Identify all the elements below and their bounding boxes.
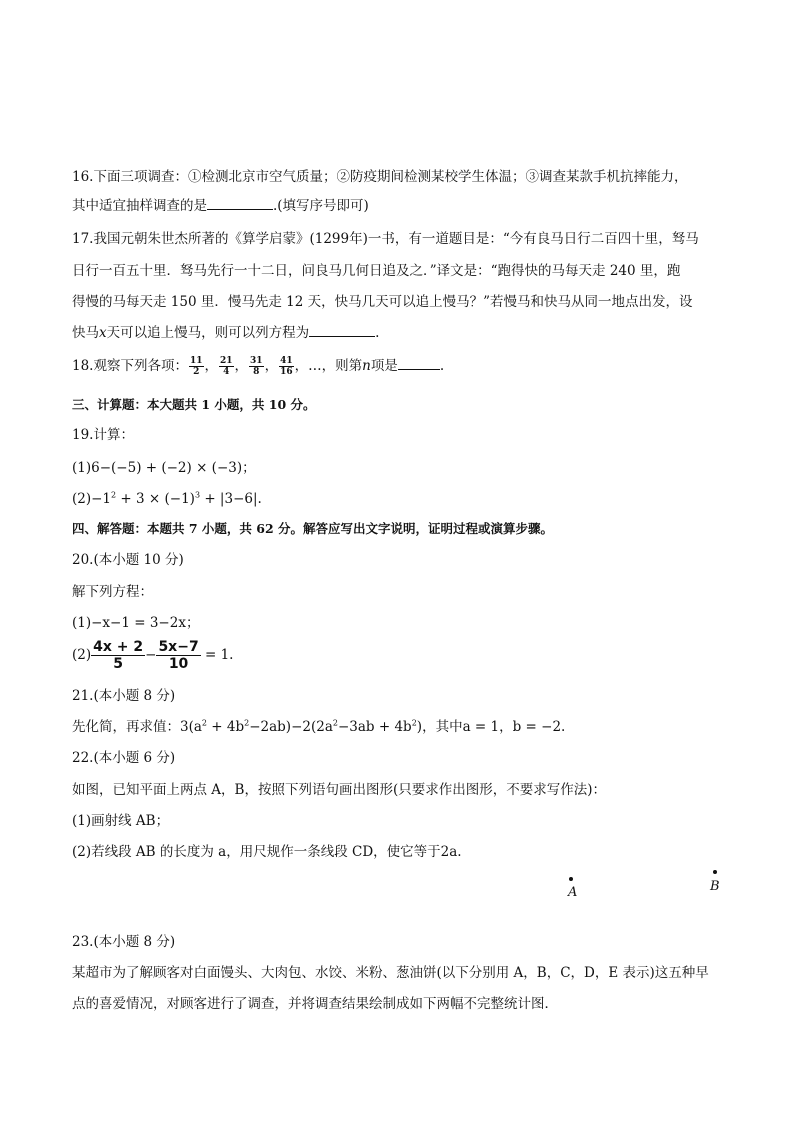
- q20-part-1: (1)−x−1 = 3−2x；: [72, 615, 200, 631]
- q17-line-4: [72, 324, 379, 342]
- q19-exp-1: 2: [111, 490, 117, 500]
- q23-line-2: 点的喜爱情况，对顾客进行了调查，并将调查结果绘制成如下两幅不完整统计图．: [72, 996, 558, 1012]
- q16-hint: .(填写序号即可): [273, 198, 369, 214]
- q18-sep: ，: [204, 358, 219, 374]
- point-a-dot: [569, 877, 573, 881]
- q19-part-2: [72, 490, 262, 508]
- frac-num: 21: [220, 356, 233, 366]
- q16-line-2: [72, 197, 369, 215]
- q21-d: −3ab + 4b: [337, 719, 412, 735]
- frac-num: 41: [280, 356, 293, 366]
- frac-num: 11: [189, 356, 203, 366]
- section-3-heading: 三、计算题：本大题共 1 小题，共 10 分。: [72, 397, 316, 412]
- q21-b: + 4b: [207, 719, 245, 735]
- frac-den: 10: [168, 656, 189, 672]
- frac-den: 4: [223, 367, 230, 377]
- frac-den: 2: [193, 367, 200, 377]
- q18-end: .: [439, 358, 445, 374]
- q18-frac-2: [219, 356, 234, 377]
- q17-text-a: 快马: [72, 325, 99, 341]
- frac-num: 31: [250, 356, 263, 366]
- q18-suffix: 项是: [370, 358, 398, 374]
- point-b-dot: [713, 870, 717, 874]
- q19-title: 19.计算：: [72, 427, 134, 443]
- answer-blank-16[interactable]: [207, 197, 273, 210]
- q20-title: 20.(本小题 10 分): [72, 552, 184, 568]
- section-4-heading: 四、解答题：本题共 7 小题，共 62 分。解答应写出文字说明，证明过程或演算步骤。: [72, 521, 554, 536]
- frac-num: 4x + 2: [93, 639, 144, 655]
- q20-frac-1: [91, 639, 145, 672]
- q18-frac-3: [249, 356, 264, 377]
- q17-line-3: 得慢的马每天走 150 里．慢马先走 12 天，快马几天可以追上慢马？”若慢马和快马从同一地点出发，设: [72, 294, 693, 310]
- q18-frac-1: [189, 356, 204, 377]
- q21-body: [72, 718, 565, 736]
- q20-frac-2: [156, 639, 200, 672]
- frac-den: 16: [280, 367, 293, 377]
- q23-title: 23.(本小题 8 分): [72, 934, 176, 950]
- q20-rhs: = 1.: [200, 647, 234, 663]
- q19-exp-2: 3: [194, 490, 201, 500]
- q19-p2-b: + 3 × (−1): [116, 491, 195, 507]
- q19-p2-c: + |3−6|.: [200, 491, 262, 507]
- q21-exp: 2: [244, 718, 250, 728]
- point-b-label: B: [710, 879, 720, 894]
- q21-exp: 2: [411, 718, 417, 728]
- q22-part-1: (1)画射线 AB；: [72, 813, 170, 829]
- q22-title: 22.(本小题 6 分): [72, 750, 176, 766]
- q21-exp: 2: [332, 718, 338, 728]
- q18-frac-4: [279, 356, 294, 377]
- q23-line-1: 某超市为了解顾客对白面馒头、大肉包、水饺、米粉、葱油饼(以下分别用 A，B，C，D，E 表示)这五种早: [72, 965, 709, 981]
- q17-text-b: 天可以追上慢马，则可以列方程为: [106, 325, 310, 341]
- frac-num: 5x−7: [158, 639, 199, 655]
- q18-sep: ，: [234, 358, 249, 374]
- q18-var: n: [362, 358, 371, 374]
- answer-blank-17[interactable]: [309, 324, 375, 337]
- q21-c: −2ab)−2(2a: [249, 719, 333, 735]
- q18-line: [72, 356, 444, 377]
- frac-den: 5: [113, 656, 123, 672]
- point-a-label: A: [568, 885, 578, 900]
- q22-intro: 如图，已知平面上两点 A，B，按照下列语句画出图形(只要求作出图形，不要求写作法)：: [72, 782, 606, 798]
- q21-title: 21.(本小题 8 分): [72, 688, 176, 704]
- q16-line-1: 16.下面三项调查：①检测北京市空气质量；②防疫期间检测某校学生体温；③调查某款手机抗摔能力，: [72, 169, 688, 185]
- q20-part-2: [72, 639, 233, 672]
- q17-line-2: 日行一百五十里．驽马先行一十二日，问良马几何日追及之．”译文是：“跑得快的马每天走 240 里，跑: [72, 263, 681, 279]
- q17-line-1: 17.我国元朝朱世杰所著的《算学启蒙》(1299年)一书，有一道题目是：“今有良马日行二百四十里，驽马: [72, 231, 699, 247]
- q19-part-1: (1)6−(−5) + (−2) × (−3)；: [72, 460, 256, 476]
- q21-e: )，其中a = 1，b = −2.: [416, 719, 566, 735]
- frac-den: 8: [253, 367, 260, 377]
- q20-p2-label: (2): [72, 647, 92, 663]
- q18-sep: ，: [264, 358, 279, 374]
- q17-text-c: .: [375, 325, 380, 341]
- q20-intro: 解下列方程：: [72, 584, 153, 600]
- q19-p2-a: (2)−1: [72, 491, 112, 507]
- answer-blank-18[interactable]: [398, 357, 440, 370]
- q16-text: 其中适宜抽样调查的是: [72, 198, 207, 214]
- q20-minus: −: [145, 647, 157, 663]
- q18-mid: ，…，则第: [294, 358, 363, 374]
- q17-var: x: [99, 325, 107, 341]
- q21-a: 先化简，再求值：3(a: [72, 719, 202, 735]
- q18-prefix: 18.观察下列各项：: [72, 358, 188, 374]
- q21-exp: 2: [201, 718, 207, 728]
- q22-part-2: (2)若线段 AB 的长度为 a，用尺规作一条线段 CD，使它等于2a.: [72, 844, 462, 860]
